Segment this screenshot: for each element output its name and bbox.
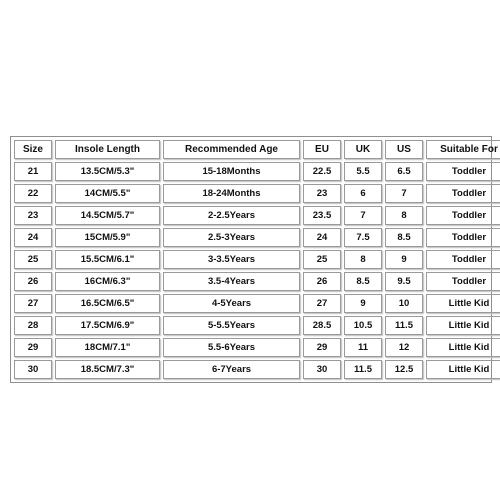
column-header-insole-length: Insole Length — [55, 140, 160, 159]
cell-insole-length: 16CM/6.3" — [55, 272, 160, 291]
cell-us: 7 — [385, 184, 423, 203]
cell-uk: 8.5 — [344, 272, 382, 291]
table-row — [14, 228, 500, 247]
table-row — [14, 338, 500, 357]
cell-uk: 5.5 — [344, 162, 382, 181]
table-row — [14, 162, 500, 181]
table-row — [14, 206, 500, 225]
cell-suitable-for: Toddler — [426, 162, 500, 181]
cell-suitable-for: Little Kid — [426, 294, 500, 313]
cell-us: 9 — [385, 250, 423, 269]
cell-suitable-for: Toddler — [426, 228, 500, 247]
cell-us: 11.5 — [385, 316, 423, 335]
cell-eu: 26 — [303, 272, 341, 291]
cell-recommended-age: 5.5-6Years — [163, 338, 300, 357]
cell-recommended-age: 2-2.5Years — [163, 206, 300, 225]
cell-recommended-age: 18-24Months — [163, 184, 300, 203]
cell-size: 30 — [14, 360, 52, 379]
cell-eu: 30 — [303, 360, 341, 379]
table-row — [14, 360, 500, 379]
cell-insole-length: 15.5CM/6.1" — [55, 250, 160, 269]
cell-us: 12 — [385, 338, 423, 357]
table-row — [14, 184, 500, 203]
cell-recommended-age: 5-5.5Years — [163, 316, 300, 335]
cell-eu: 22.5 — [303, 162, 341, 181]
cell-suitable-for: Little Kid — [426, 338, 500, 357]
header-row — [14, 140, 500, 159]
table-row — [14, 294, 500, 313]
cell-recommended-age: 3.5-4Years — [163, 272, 300, 291]
cell-size: 23 — [14, 206, 52, 225]
cell-suitable-for: Toddler — [426, 272, 500, 291]
cell-size: 28 — [14, 316, 52, 335]
cell-uk: 9 — [344, 294, 382, 313]
cell-size: 26 — [14, 272, 52, 291]
cell-uk: 11.5 — [344, 360, 382, 379]
cell-us: 6.5 — [385, 162, 423, 181]
cell-size: 27 — [14, 294, 52, 313]
cell-eu: 23 — [303, 184, 341, 203]
column-header-eu: EU — [303, 140, 341, 159]
column-header-uk: UK — [344, 140, 382, 159]
cell-size: 22 — [14, 184, 52, 203]
cell-us: 10 — [385, 294, 423, 313]
cell-insole-length: 13.5CM/5.3" — [55, 162, 160, 181]
column-header-recommended-age: Recommended Age — [163, 140, 300, 159]
size-chart-table — [11, 137, 500, 382]
cell-recommended-age: 2.5-3Years — [163, 228, 300, 247]
cell-uk: 7.5 — [344, 228, 382, 247]
cell-eu: 23.5 — [303, 206, 341, 225]
cell-suitable-for: Toddler — [426, 250, 500, 269]
cell-size: 21 — [14, 162, 52, 181]
column-header-suitable-for: Suitable For — [426, 140, 500, 159]
cell-suitable-for: Little Kid — [426, 316, 500, 335]
cell-uk: 11 — [344, 338, 382, 357]
column-header-size: Size — [14, 140, 52, 159]
cell-uk: 6 — [344, 184, 382, 203]
cell-suitable-for: Toddler — [426, 184, 500, 203]
cell-insole-length: 18.5CM/7.3" — [55, 360, 160, 379]
cell-insole-length: 18CM/7.1" — [55, 338, 160, 357]
cell-eu: 27 — [303, 294, 341, 313]
cell-recommended-age: 15-18Months — [163, 162, 300, 181]
table-row — [14, 272, 500, 291]
cell-recommended-age: 4-5Years — [163, 294, 300, 313]
cell-eu: 24 — [303, 228, 341, 247]
cell-size: 25 — [14, 250, 52, 269]
cell-uk: 7 — [344, 206, 382, 225]
cell-size: 29 — [14, 338, 52, 357]
table-row — [14, 250, 500, 269]
cell-eu: 25 — [303, 250, 341, 269]
cell-recommended-age: 6-7Years — [163, 360, 300, 379]
cell-insole-length: 15CM/5.9" — [55, 228, 160, 247]
cell-us: 9.5 — [385, 272, 423, 291]
cell-uk: 8 — [344, 250, 382, 269]
cell-suitable-for: Toddler — [426, 206, 500, 225]
cell-insole-length: 14.5CM/5.7" — [55, 206, 160, 225]
column-header-us: US — [385, 140, 423, 159]
table-row — [14, 316, 500, 335]
cell-us: 12.5 — [385, 360, 423, 379]
cell-insole-length: 17.5CM/6.9" — [55, 316, 160, 335]
cell-insole-length: 16.5CM/6.5" — [55, 294, 160, 313]
cell-eu: 28.5 — [303, 316, 341, 335]
cell-size: 24 — [14, 228, 52, 247]
cell-insole-length: 14CM/5.5" — [55, 184, 160, 203]
cell-uk: 10.5 — [344, 316, 382, 335]
size-chart — [10, 136, 498, 383]
cell-eu: 29 — [303, 338, 341, 357]
cell-suitable-for: Little Kid — [426, 360, 500, 379]
cell-recommended-age: 3-3.5Years — [163, 250, 300, 269]
cell-us: 8 — [385, 206, 423, 225]
cell-us: 8.5 — [385, 228, 423, 247]
